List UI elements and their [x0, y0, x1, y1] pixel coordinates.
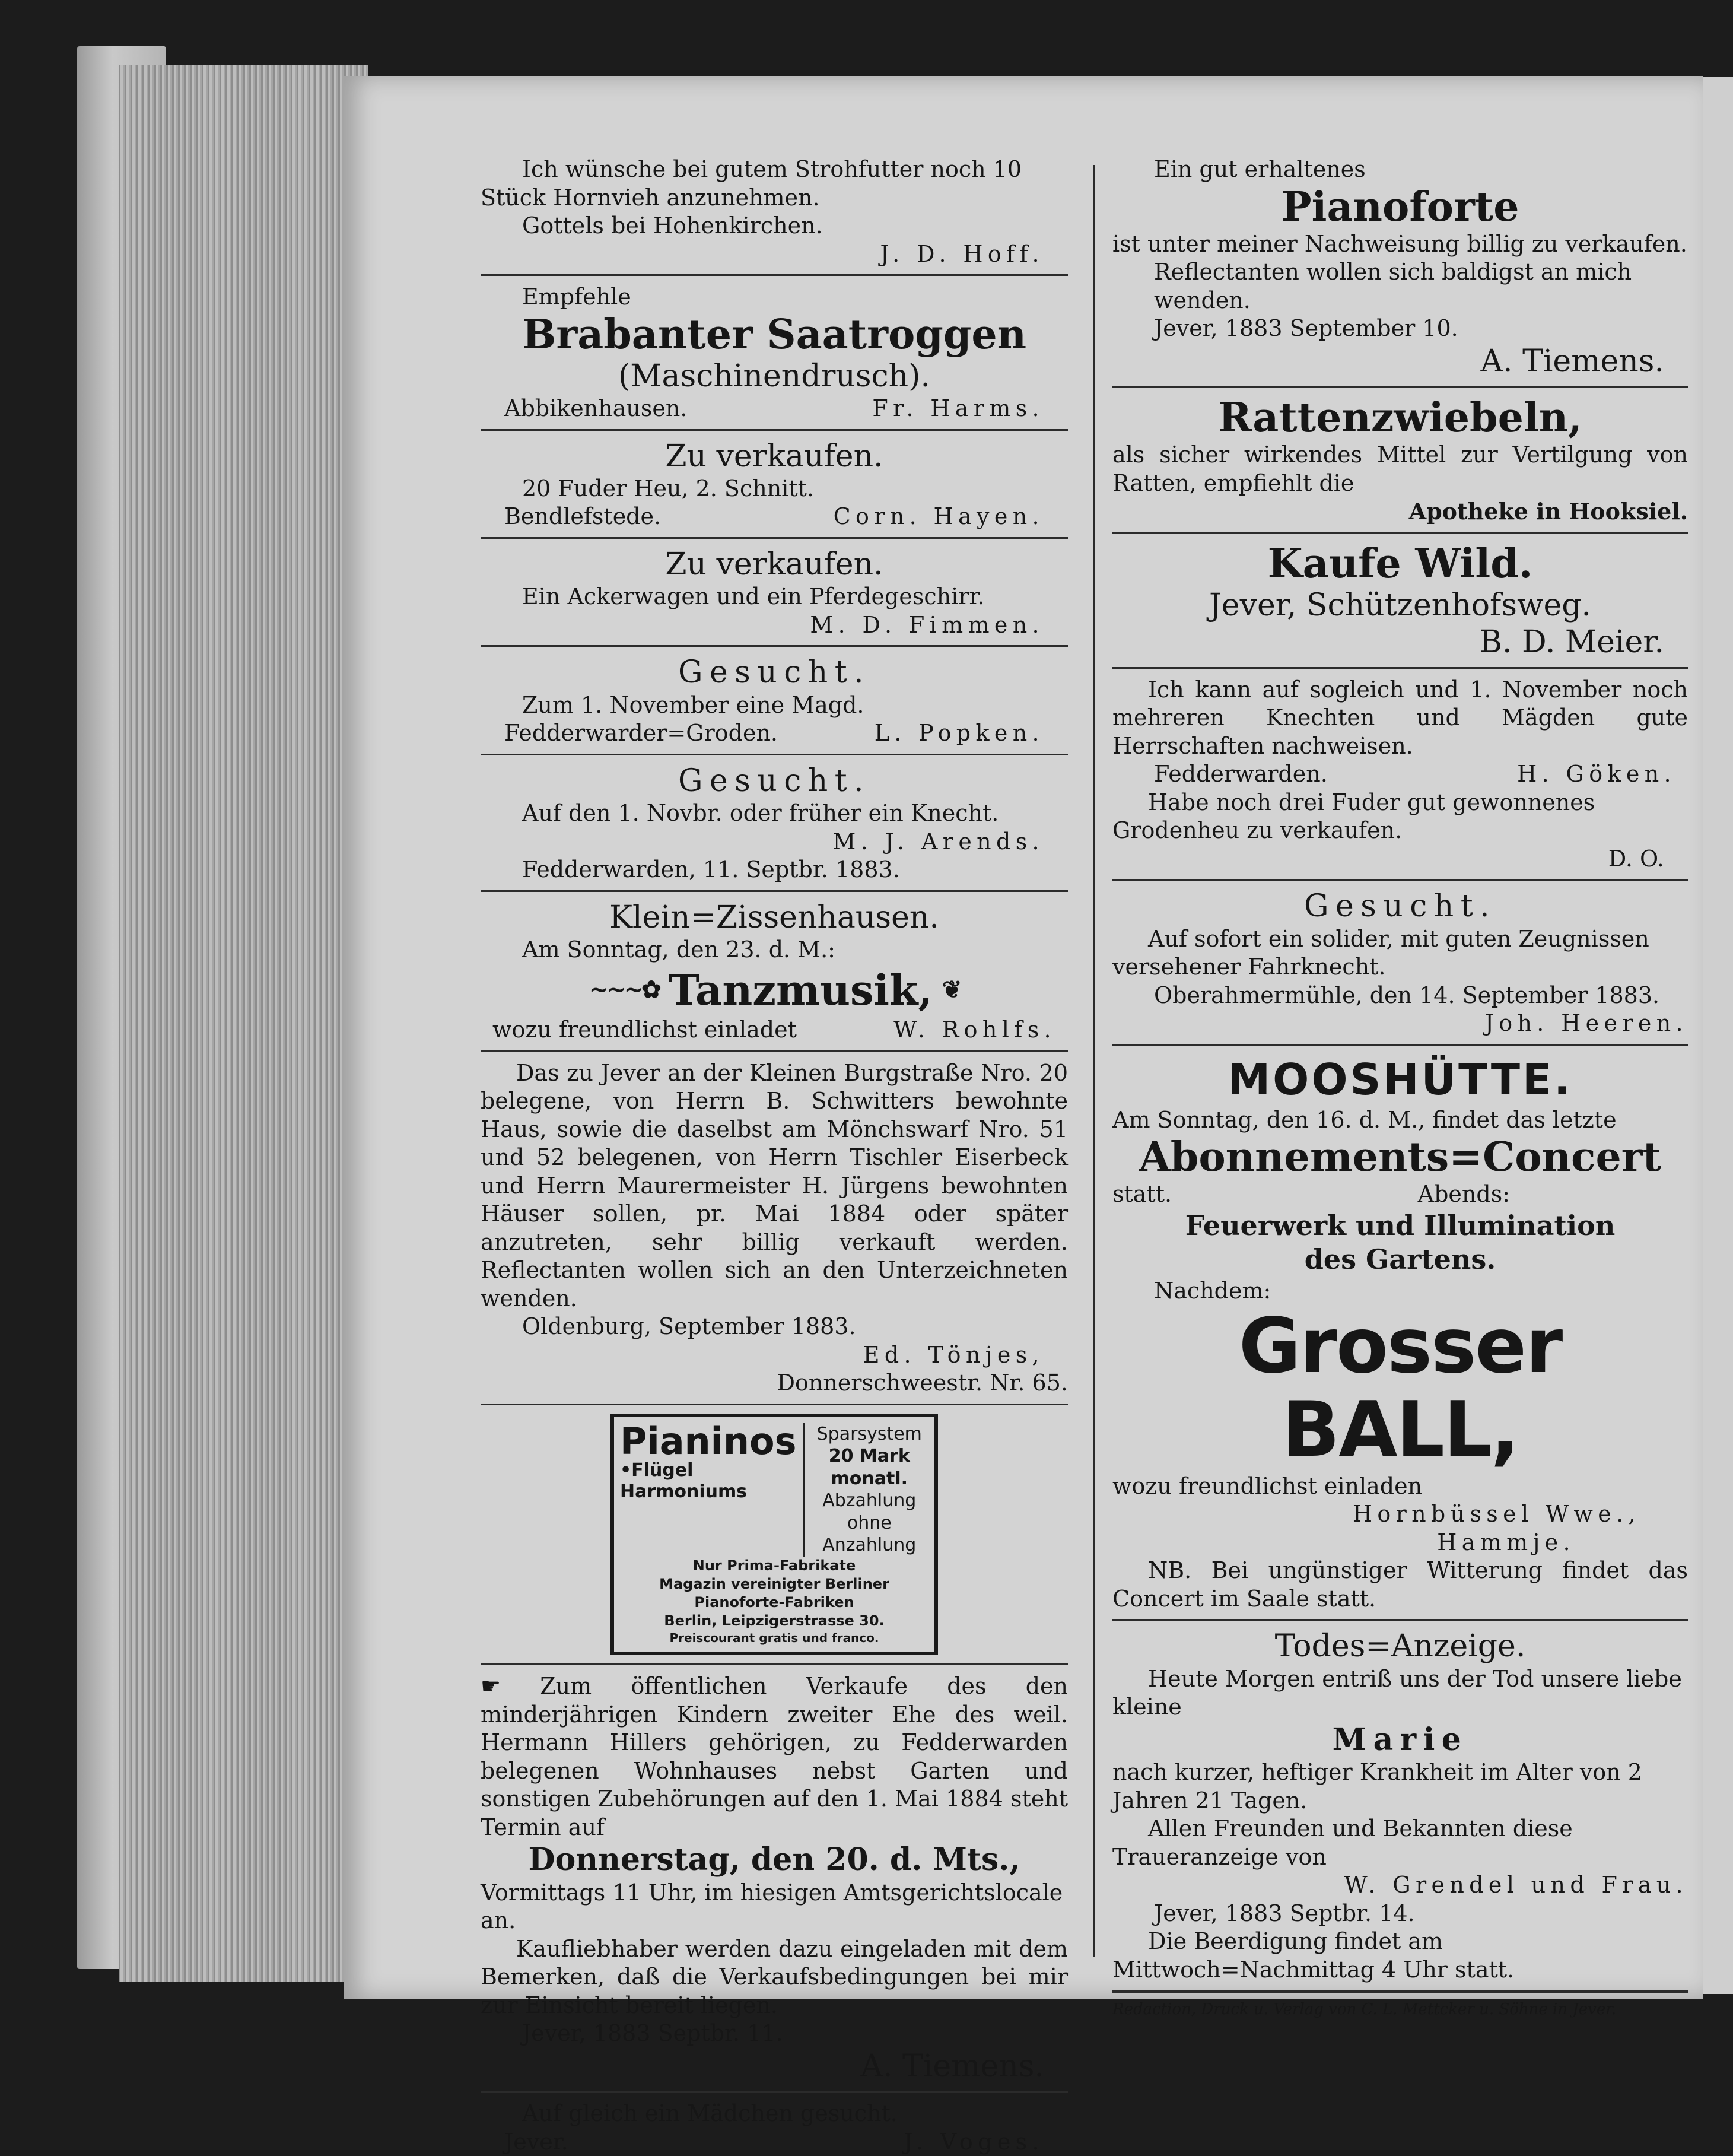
signature: Apotheke in Hooksiel. — [1408, 498, 1688, 525]
divider — [481, 1404, 1068, 1405]
text-line: Ein gut erhaltenes — [1154, 156, 1366, 182]
ad-rohlfs — [481, 899, 1068, 1044]
ad-title: Gesucht. — [678, 763, 871, 799]
text-line: wozu freundlichst einladet — [492, 1017, 797, 1043]
date-line: Fedderwarden, 11. Septbr. 1883. — [522, 856, 900, 883]
signature: W. Rohlfs. — [893, 1017, 1056, 1043]
text-line: Stück Hornvieh anzunehmen. — [481, 184, 820, 211]
page-stack — [119, 65, 368, 1982]
ad-popken — [481, 654, 1068, 747]
pianinos-heading: Pianinos — [620, 1419, 797, 1463]
text-line: Ich wünsche bei gutem Strohfutter noch 10 — [522, 156, 1022, 182]
ad-title: Zu verkaufen. — [665, 438, 883, 474]
text-line: Nachdem: — [1154, 1277, 1271, 1304]
ad-mooshuette — [1112, 1053, 1688, 1614]
text-line: Abends: — [1417, 1181, 1510, 1208]
date-line: Jever, 1883 September 10. — [1154, 315, 1458, 342]
text-line: Auf gleich ein Mädchen gesucht. — [522, 2100, 898, 2127]
text-line: wozu freundlichst einladen — [1112, 1472, 1423, 1499]
ad-body: Heute Morgen entriß uns der Tod unsere liebe kleine — [1112, 1665, 1682, 1720]
ad-title: Gesucht. — [1303, 888, 1497, 925]
ad-title: Kaufe Wild. — [1267, 539, 1533, 588]
text-line: Pianoforte-Fabriken — [694, 1593, 854, 1611]
left-column — [481, 155, 1068, 2156]
right-column — [1112, 155, 1688, 2018]
place: Bendlefstede. — [504, 503, 662, 530]
text-line: ist unter meiner Nachweisung billig zu verkaufen. — [1112, 230, 1687, 257]
signature: Joh. Heeren. — [1484, 1010, 1688, 1037]
text-line: Berlin, Leipzigerstrasse 30. — [664, 1612, 885, 1630]
signature: A. Tiemens. — [860, 2048, 1044, 2084]
ad-body: Auf sofort ein solider, mit guten Zeugnissen versehener Fahrknecht. — [1112, 925, 1649, 980]
text-line: Reflectanten wollen sich baldigst an mich wenden. — [1154, 259, 1632, 313]
divider — [1112, 1619, 1688, 1621]
ad-title: Zu verkaufen. — [665, 546, 883, 582]
text-line: Gottels bei Hohenkirchen. — [522, 212, 823, 239]
divider — [1112, 667, 1688, 669]
ad-body: NB. Bei ungünstiger Witterung findet das Concert im Saale statt. — [1112, 1557, 1688, 1612]
ad-title: Grosser BALL, — [1238, 1302, 1562, 1475]
ad-title: Donnerstag, den 20. d. Mts., — [528, 1841, 1020, 1878]
ad-fimmen — [481, 546, 1068, 639]
text-line: des Gartens. — [1304, 1243, 1496, 1276]
ad-goeken — [1112, 676, 1688, 874]
ad-body: Das zu Jever an der Kleinen Burgstraße Nro. 20 belegene, von Herrn B. Schwitters bewohnte Haus, sowie die daselbst am Mönchswarf Nro. 51 und 52 belegenen, von Herrn Tischler Eiserbeck und Herrn Maurermeister H. Jürgens bewohnten Häuser sollen, pr. Mai 1884 oder später anzutreten, sehr billig verkauft werden. Reflectanten wollen sich an den Unterzeichneten wenden. — [481, 1059, 1068, 1312]
date-line: Jever, 1883 Septbr. 11. — [522, 2020, 783, 2047]
ad-pianoforte — [1112, 155, 1688, 380]
ad-title: MOOSHÜTTE. — [1228, 1054, 1573, 1104]
text-line: Sparsystem — [816, 1423, 922, 1444]
text-line: Empfehle — [522, 284, 631, 310]
divider — [1112, 1044, 1688, 1046]
divider — [481, 645, 1068, 647]
ad-hoff — [481, 155, 1068, 268]
ad-body: Kaufliebhaber werden dazu eingeladen mit dem Bemerken, daß die Verkaufsbedingungen bei mir zur Einsicht bereit liegen. — [481, 1935, 1068, 2018]
signature: Ed. Tönjes, — [863, 1341, 1044, 1368]
divider — [481, 274, 1068, 276]
text-line: Ein Ackerwagen und ein Pferdegeschirr. — [522, 583, 985, 610]
signature: W. Grendel und Frau. — [1344, 1872, 1688, 1898]
text-line: Auf den 1. Novbr. oder früher ein Knecht. — [522, 800, 999, 827]
text-line: 20 Fuder Heu, 2. Schnitt. — [522, 475, 814, 501]
text-line: Preiscourant gratis und franco. — [669, 1631, 879, 1646]
next-page-edge — [1698, 77, 1733, 1994]
signature: A. Tiemens. — [1480, 343, 1664, 379]
ad-title: Klein=Zissenhausen. — [609, 899, 939, 935]
signature: L. Popken. — [874, 720, 1044, 747]
ad-title: Tanzmusik, — [668, 965, 933, 1015]
signature: J. Voges. — [904, 2128, 1044, 2155]
ad-hayen — [481, 438, 1068, 531]
ad-title: Rattenzwiebeln, — [1218, 394, 1582, 442]
signature: M. J. Arends. — [832, 828, 1044, 855]
column-rule — [1093, 165, 1095, 1957]
ad-rattenzwiebeln — [1112, 395, 1688, 526]
text-line: 20 Mark monatl. — [828, 1446, 910, 1489]
divider — [1112, 532, 1688, 534]
ad-body: nach kurzer, heftiger Krankheit im Alter von 2 Jahren 21 Tagen. — [1112, 1759, 1642, 1814]
signature: B. D. Meier. — [1479, 624, 1664, 661]
divider — [481, 537, 1068, 539]
text-line: Harmoniums — [620, 1481, 748, 1502]
text-line: Am Sonntag, den 16. d. M., findet das letzte — [1112, 1106, 1617, 1133]
signature: Hammje. — [1437, 1529, 1575, 1555]
divider — [481, 890, 1068, 892]
signature: D. O. — [1608, 845, 1664, 872]
divider — [481, 429, 1068, 431]
ad-title: Pianoforte — [1281, 183, 1519, 231]
ad-pianinos — [481, 1414, 1068, 1656]
signature: J. D. Hoff. — [880, 240, 1044, 267]
ad-body: Habe noch drei Fuder gut gewonnenes Grodenheu zu verkaufen. — [1112, 789, 1595, 844]
ad-harms — [481, 283, 1068, 423]
ad-subtitle: (Maschinendrusch). — [618, 358, 930, 394]
signature: Corn. Hayen. — [833, 503, 1044, 530]
text-line: Jever, Schützenhofsweg. — [1209, 587, 1592, 623]
divider — [481, 2091, 1068, 2093]
ad-toenjes — [481, 1059, 1068, 1398]
signature: H. Göken. — [1517, 761, 1676, 788]
pianinos-box — [610, 1414, 938, 1656]
divider — [1112, 386, 1688, 388]
ad-todes-anzeige — [1112, 1628, 1688, 1984]
divider — [481, 1050, 1068, 1052]
signature: M. D. Fimmen. — [810, 611, 1044, 638]
ad-title: Todes=Anzeige. — [1274, 1628, 1526, 1665]
ad-voges — [481, 2100, 1068, 2156]
name: Marie — [1332, 1721, 1468, 1758]
text-line: Zum 1. November eine Magd. — [522, 691, 864, 718]
date-line: Oldenburg, September 1883. — [522, 1313, 856, 1340]
text-line: Am Sonntag, den 23. d. M.: — [522, 936, 835, 963]
ad-tiemens-verkauf — [481, 1672, 1068, 2085]
ad-body: ☛ Zum öffentlichen Verkaufe des den minderjährigen Kindern zweiter Ehe des weil. Hermann Hillers gehörigen, zu Fedderwarden belegenen Wohnhauses nebst Garten und sonstigen Zubehörungen auf den 1. Mai 1884 steht Termin auf — [481, 1673, 1068, 1840]
divider — [1112, 879, 1688, 881]
ad-arends — [481, 763, 1068, 884]
divider — [481, 754, 1068, 755]
text-line: ohne Anzahlung — [822, 1512, 917, 1556]
date-line: Jever, 1883 Septbr. 14. — [1154, 1900, 1415, 1926]
place: Abbikenhausen. — [504, 395, 688, 422]
ornament-right: ❦ — [942, 976, 960, 1004]
place: Fedderwarder=Groden. — [504, 720, 778, 747]
ad-body: als sicher wirkendes Mittel zur Vertilgung von Ratten, empfiehlt die — [1112, 442, 1688, 496]
ad-title: Gesucht. — [678, 655, 871, 691]
divider — [481, 1663, 1068, 1665]
divider — [1112, 1990, 1688, 1993]
place: Jever. — [504, 2128, 568, 2155]
ad-body: Die Beerdigung findet am Mittwoch=Nachmittag 4 Uhr statt. — [1112, 1928, 1515, 1983]
signature: Hornbüssel Wwe., — [1352, 1501, 1640, 1528]
signature: Fr. Harms. — [872, 395, 1044, 422]
text-line: statt. — [1112, 1181, 1172, 1208]
address: Donnerschweestr. Nr. 65. — [777, 1370, 1068, 1396]
ad-kaufe-wild — [1112, 541, 1688, 661]
text-line: Magazin vereinigter Berliner — [659, 1575, 889, 1592]
text-line: Abzahlung — [822, 1490, 917, 1512]
ornament-left: ~~~✿ — [589, 976, 659, 1004]
date-line: Oberahmermühle, den 14. September 1883. — [1154, 982, 1660, 1008]
ad-body: Allen Freunden und Bekannten diese Traueranzeige von — [1112, 1815, 1573, 1870]
text-line: •Flügel — [620, 1459, 694, 1481]
ad-title: Brabanter Saatroggen — [522, 310, 1027, 358]
ad-body: Ich kann auf sogleich und 1. November noch mehreren Knechten und Mägden gute Herrschaften nachweisen. — [1112, 676, 1688, 759]
text-line: Nur Prima-Fabrikate — [692, 1557, 856, 1574]
ad-heeren — [1112, 888, 1688, 1037]
imprint: Redaction, Druck u. Verlag von C. L. Mettcker u. Söhne in Jever. — [1112, 2001, 1617, 2019]
place: Fedderwarden. — [1154, 761, 1328, 788]
text-line: Feuerwerk und Illumination — [1185, 1209, 1616, 1241]
ad-title: Abonnements=Concert — [1139, 1133, 1661, 1182]
text-line: Vormittags 11 Uhr, im hiesigen Amtsgerichtslocale an. — [481, 1879, 1063, 1934]
